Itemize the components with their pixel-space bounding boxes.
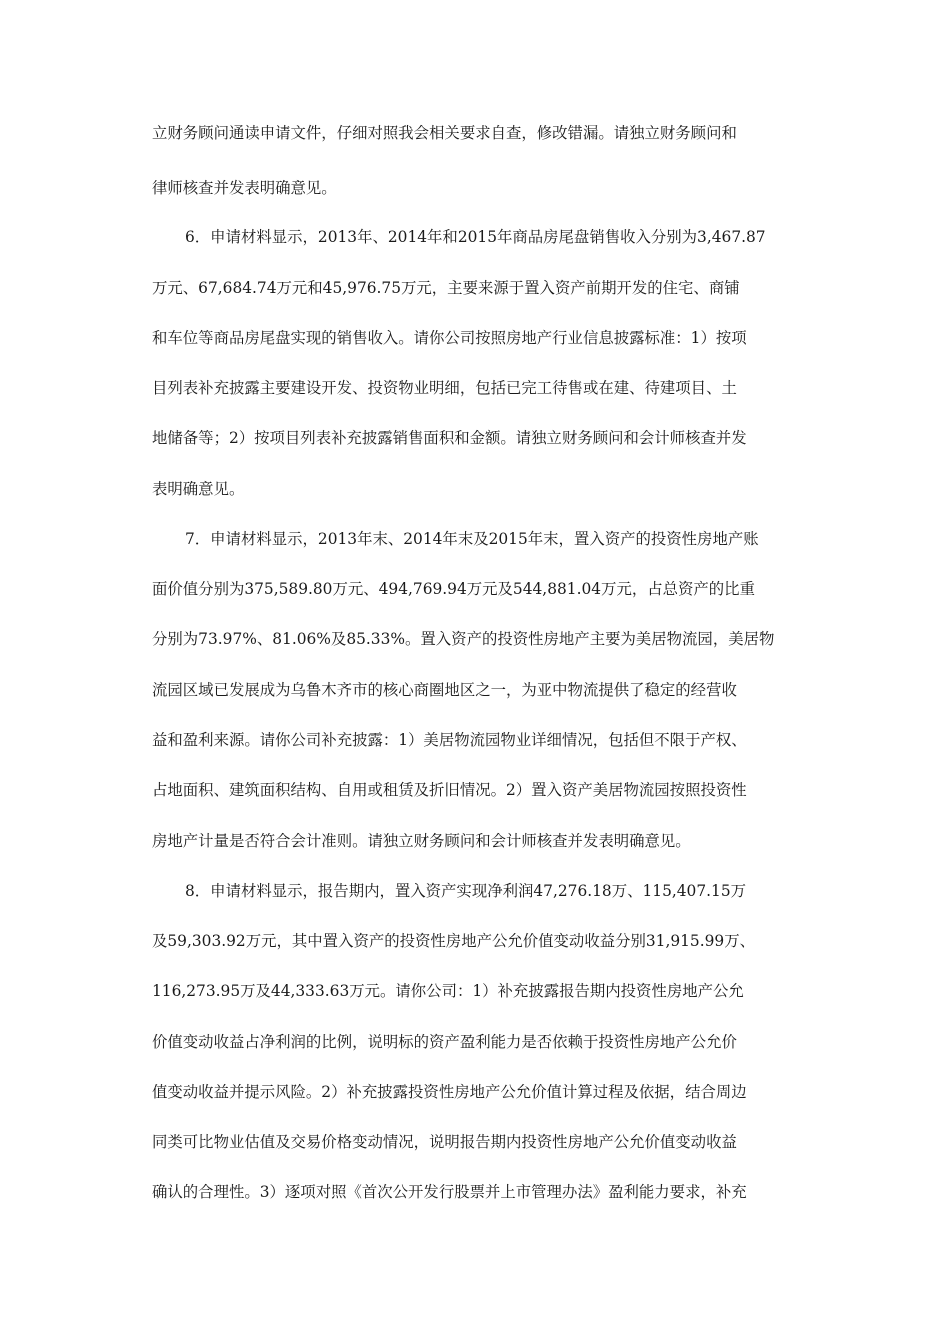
text-line: 万元、67,684.74万元和45,976.75万元，主要来源于置入资产前期开发的住宅、商铺 bbox=[152, 279, 740, 297]
text-line: 立财务顾问通读申请文件，仔细对照我会相关要求自查，修改错漏。请独立财务顾问和 bbox=[152, 124, 737, 142]
text-line: 流园区域已发展成为乌鲁木齐市的核心商圈地区之一，为亚中物流提供了稳定的经营收 bbox=[152, 681, 737, 699]
text-line: 面价值分别为375,589.80万元、494,769.94万元及544,881.04万元，占总资产的比重 bbox=[152, 580, 755, 598]
text-line: 律师核查并发表明确意见。 bbox=[152, 179, 337, 197]
text-line: 确认的合理性。3）逐项对照《首次公开发行股票并上市管理办法》盈利能力要求，补充 bbox=[152, 1183, 747, 1201]
text-line: 价值变动收益占净利润的比例，说明标的资产盈利能力是否依赖于投资性房地产公允价 bbox=[152, 1033, 737, 1051]
text-line: 地储备等；2）按项目列表补充披露销售面积和金额。请独立财务顾问和会计师核查并发 bbox=[152, 429, 747, 447]
text-line: 及59,303.92万元，其中置入资产的投资性房地产公允价值变动收益分别31,915.99万、 bbox=[152, 932, 755, 950]
text-line: 值变动收益并提示风险。2）补充披露投资性房地产公允价值计算过程及依据，结合周边 bbox=[152, 1083, 747, 1101]
text-line: 同类可比物业估值及交易价格变动情况，说明报告期内投资性房地产公允价值变动收益 bbox=[152, 1133, 737, 1151]
text-line: 和车位等商品房尾盘实现的销售收入。请你公司按照房地产行业信息披露标准：1）按项 bbox=[152, 329, 747, 347]
paragraph-6-line: 6．申请材料显示，2013年、2014年和2015年商品房尾盘销售收入分别为3,467.87 bbox=[185, 228, 766, 246]
text-line: 表明确意见。 bbox=[152, 480, 245, 498]
text-line: 116,273.95万及44,333.63万元。请你公司：1）补充披露报告期内投资性房地产公允 bbox=[152, 982, 744, 1000]
paragraph-7-line: 7．申请材料显示，2013年末、2014年末及2015年末，置入资产的投资性房地产账 bbox=[185, 530, 759, 548]
text-line: 房地产计量是否符合会计准则。请独立财务顾问和会计师核查并发表明确意见。 bbox=[152, 832, 691, 850]
text-line: 益和盈利来源。请你公司补充披露：1）美居物流园物业详细情况，包括但不限于产权、 bbox=[152, 731, 747, 749]
text-line: 占地面积、建筑面积结构、自用或租赁及折旧情况。2）置入资产美居物流园按照投资性 bbox=[152, 781, 747, 799]
text-line: 目列表补充披露主要建设开发、投资物业明细，包括已完工待售或在建、待建项目、土 bbox=[152, 379, 737, 397]
paragraph-8-line: 8．申请材料显示，报告期内，置入资产实现净利润47,276.18万、115,407.15万 bbox=[185, 882, 747, 900]
text-line: 分别为73.97%、81.06%及85.33%。置入资产的投资性房地产主要为美居物流园，美居物 bbox=[152, 630, 775, 648]
